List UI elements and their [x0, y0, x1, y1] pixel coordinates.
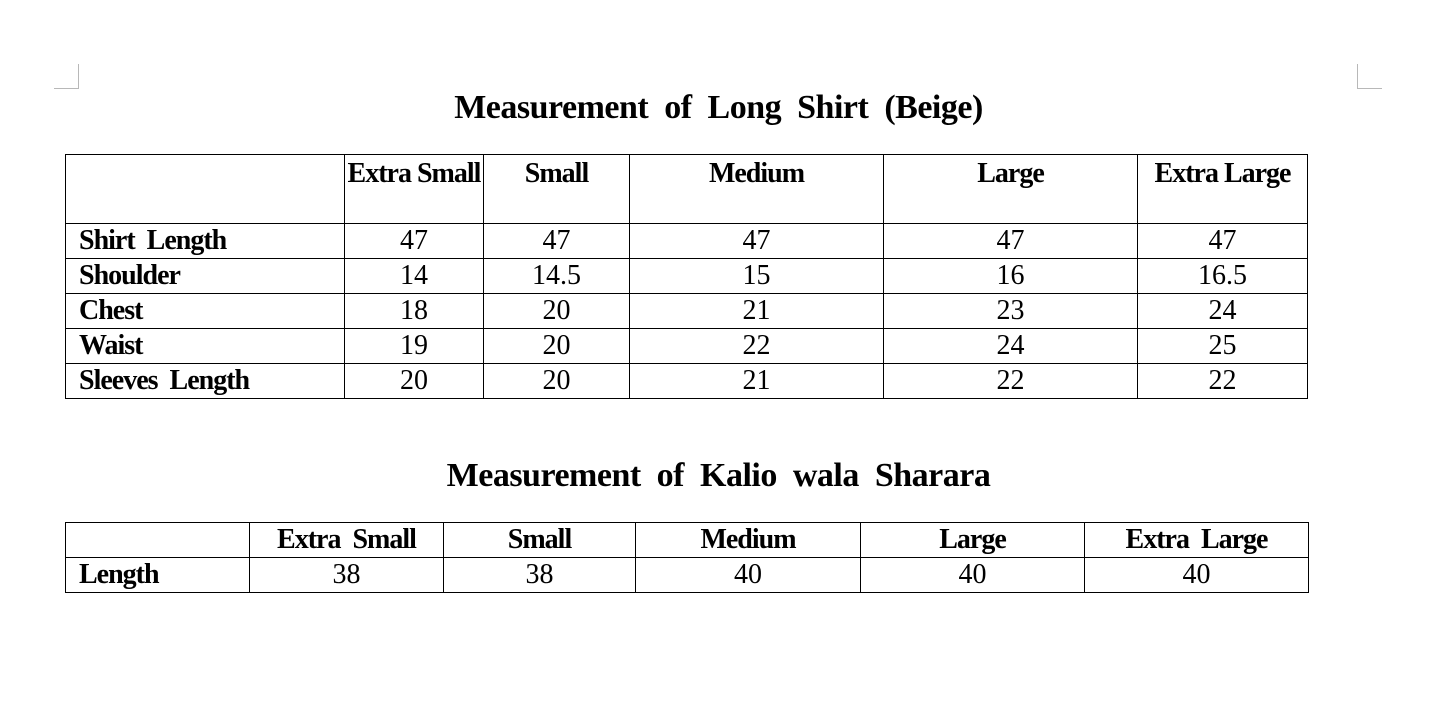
table-cell: 24: [884, 329, 1138, 364]
table-row: [66, 259, 1308, 294]
table-cell: 22: [630, 329, 884, 364]
table-cell: 47: [1138, 224, 1308, 259]
table-header-row: [66, 523, 1309, 558]
table-cell: 19: [345, 329, 484, 364]
page-corner-mark-top-left: [54, 64, 79, 89]
table-cell: 40: [636, 558, 861, 593]
table-cell: 25: [1138, 329, 1308, 364]
row-label: Sleeves Length: [66, 364, 345, 399]
column-header-medium: Medium: [630, 155, 884, 224]
table-cell: 22: [884, 364, 1138, 399]
table-cell: 14.5: [484, 259, 630, 294]
column-header-blank: [66, 523, 250, 558]
table-header-row: [66, 155, 1308, 224]
table-row: [66, 329, 1308, 364]
table-cell: 20: [484, 364, 630, 399]
column-header-small: Small: [444, 523, 636, 558]
table-cell: 16.5: [1138, 259, 1308, 294]
table-cell: 38: [444, 558, 636, 593]
table-cell: 47: [345, 224, 484, 259]
table-cell: 16: [884, 259, 1138, 294]
long-shirt-title: Measurement of Long Shirt (Beige): [454, 89, 983, 126]
column-header-blank: [66, 155, 345, 224]
long-shirt-measurement-table: [65, 154, 1308, 399]
row-label: Shoulder: [66, 259, 345, 294]
sharara-title: Measurement of Kalio wala Sharara: [446, 457, 991, 494]
row-label: Length: [66, 558, 250, 593]
table-row: [66, 558, 1309, 593]
table-row: [66, 364, 1308, 399]
table-cell: 15: [630, 259, 884, 294]
table-cell: 23: [884, 294, 1138, 329]
table-cell: 38: [250, 558, 444, 593]
column-header-extra-large: Extra Large: [1085, 523, 1309, 558]
table-cell: 47: [630, 224, 884, 259]
table-cell: 21: [630, 294, 884, 329]
column-header-extra-small: Extra Small: [345, 155, 484, 224]
column-header-small: Small: [484, 155, 630, 224]
table-cell: 14: [345, 259, 484, 294]
table-cell: 47: [884, 224, 1138, 259]
column-header-extra-large: Extra Large: [1138, 155, 1308, 224]
table-row: [66, 224, 1308, 259]
table-cell: 40: [1085, 558, 1309, 593]
table-cell: 20: [345, 364, 484, 399]
table-cell: 24: [1138, 294, 1308, 329]
table-cell: 20: [484, 329, 630, 364]
table-cell: 40: [861, 558, 1085, 593]
row-label: Chest: [66, 294, 345, 329]
table-cell: 18: [345, 294, 484, 329]
table-cell: 22: [1138, 364, 1308, 399]
table-row: [66, 294, 1308, 329]
table-cell: 21: [630, 364, 884, 399]
page-corner-mark-top-right: [1357, 64, 1382, 89]
sharara-measurement-table: [65, 522, 1309, 593]
column-header-large: Large: [884, 155, 1138, 224]
table-cell: 47: [484, 224, 630, 259]
row-label: Waist: [66, 329, 345, 364]
row-label: Shirt Length: [66, 224, 345, 259]
column-header-extra-small: Extra Small: [250, 523, 444, 558]
table-cell: 20: [484, 294, 630, 329]
column-header-medium: Medium: [636, 523, 861, 558]
column-header-large: Large: [861, 523, 1085, 558]
